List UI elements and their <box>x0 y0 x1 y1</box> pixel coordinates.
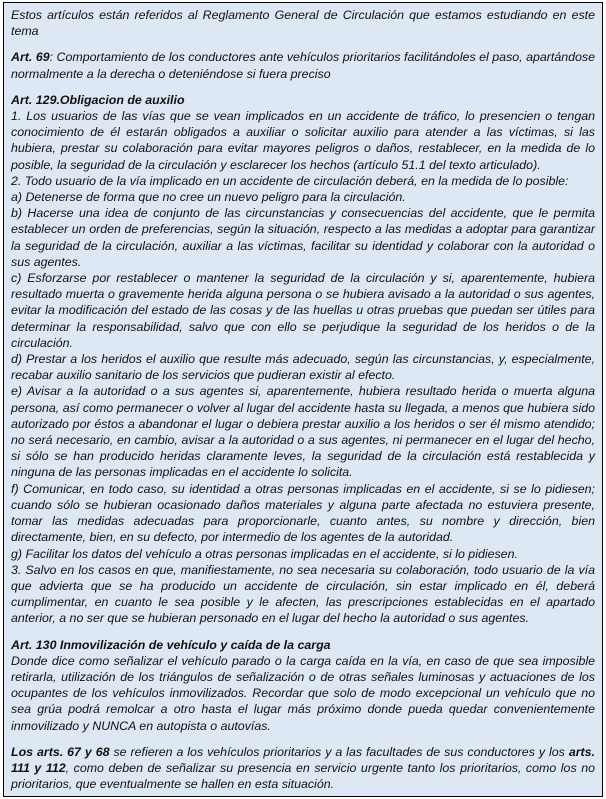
art129-item: c) Esforzarse por restablecer o mantener la seguridad de la circulación y si, aparentemente, hubiera resultado muerta o gravemente herida alguna persona o se hubiera avisado a la autoridad o sus agentes, evitar la modificación del estado de las cosas y de las huellas u otras pruebas que puedan ser útiles para determinar la responsabilidad, salvo que con ello se perjudique la seguridad de los heridos o de la circulación. <box>11 271 595 350</box>
closing-paragraph <box>11 744 595 793</box>
art130-text: Donde dice como señalizar el vehículo parado o la carga caída en la vía, en caso de que sea imposible retirarla, utilización de los triángulos de señalización o de otras señales luminosas y actuaciones de los ocupantes de los vehículos inmovilizados. Recordar que solo de modo excepcional un vehículo que no sea grúa podrá remolcar a otro hasta el lugar más próximo donde pueda quedar convenientemente inmovilizado y NUNCA en autopista o autovías. <box>11 653 595 733</box>
art129-title-text: Art. 129.Obligacion de auxilio <box>11 92 185 107</box>
art130-title <box>11 637 595 653</box>
art129-item: 1. Los usuarios de las vías que se vean implicados en un accidente de tráfico, lo presencien o tengan conocimiento de él estarán obligados a auxiliar o solicitar auxilio para atender a las víctimas, si las hubiera, prestar su colaboración para evitar mayores peligros o daños, restablecer, en la medida de lo posible, la seguridad de la circulación y esclarecer los hechos (artículo 51.1 del texto articulado). <box>11 109 595 172</box>
closing-bold-1: Los arts. 67 y 68 <box>11 744 110 759</box>
art129-item: g) Facilitar los datos del vehículo a otras personas implicadas en el accidente, si lo pidiesen. <box>11 546 518 561</box>
intro-paragraph: Estos artículos están referidos al Reglamento General de Circulación que estamos estudiando en este tema <box>11 8 595 39</box>
document-box <box>3 2 603 797</box>
art69-text: : Comportamiento de los conductores ante vehículos prioritarios facilitándoles el paso, apartándose normalmente a la derecha o deteniéndose si fuera preciso <box>11 50 595 81</box>
closing-bold-2: arts. 111 y 112 <box>11 744 595 775</box>
art129-item: 2. Todo usuario de la vía implicado en un accidente de circulación deberá, en la medida de lo posible: <box>11 173 569 188</box>
art69-paragraph <box>11 49 595 81</box>
art129-title <box>11 92 595 108</box>
art129-item: d) Prestar a los heridos el auxilio que resulte más adecuado, según las circunstancias, y, especialmente, recabar auxilio sanitario de los servicios que pudieran existir al efecto. <box>11 352 595 383</box>
art129-item: a) Detenerse de forma que no cree un nuevo peligro para la circulación. <box>11 190 406 205</box>
art129-item: 3. Salvo en los casos en que, manifiestamente, no sea necesaria su colaboración, todo usuario de la vía que advierta que se ha producido un accidente de circulación, sin estar implicado en él, deberá cumplimentar, en cuanto le sea posible y le afecten, las prescripciones establecidas en el apartado anterior, a no ser que se hubieran personado en el lugar del hecho la autoridad o sus agentes. <box>11 562 595 626</box>
art129-item: b) Hacerse una idea de conjunto de las circunstancias y consecuencias del accidente, que le permita establecer un orden de preferencias, según la situación, respecto a las medidas a adoptar para garantizar la seguridad de la circulación, auxiliar a las víctimas, facilitar su identidad y colaborar con la autoridad o sus agentes. <box>11 206 595 269</box>
closing-text-2: , como deben de señalizar su presencia en servicio urgente tanto los prioritarios, como los no prioritarios, que eventualmente se hallen en esta situación. <box>11 760 595 792</box>
art69-label: Art. 69 <box>11 50 50 65</box>
art129-item: e) Avisar a la autoridad o a sus agentes si, aparentemente, hubiera resultado herida o muerta alguna persona, así como permanecer o volver al lugar del accidente hasta su llegada, a menos que hubiera sido autorizado por éstos a abandonar el lugar o debiera prestar auxilio a los heridos o ser él mismo atendido; no será necesario, en cambio, avisar a la autoridad o a sus agentes, ni permanecer en el lugar del hecho, si sólo se han producido heridas claramente leves, la seguridad de la circulación está restablecida y ninguna de las personas implicadas en el accidente lo solicita. <box>11 384 595 480</box>
art129-item: f) Comunicar, en todo caso, su identidad a otras personas implicadas en el accidente, si se lo pidiesen; cuando sólo se hubieran ocasionado daños materiales y alguna parte afectada no estuviera presente, tomar las medidas adecuadas para proporcionarle, cuanto antes, su nombre y dirección, bien directamente, bien, en su defecto, por intermedio de los agentes de la autoridad. <box>11 481 595 545</box>
art129-section <box>11 92 595 627</box>
art130-section <box>11 637 595 734</box>
closing-text-1: se refieren a los vehículos prioritarios y a las facultades de sus conductores y los <box>109 744 569 759</box>
art130-title-text: Art. 130 Inmovilización de vehículo y caída de la carga <box>11 637 331 652</box>
